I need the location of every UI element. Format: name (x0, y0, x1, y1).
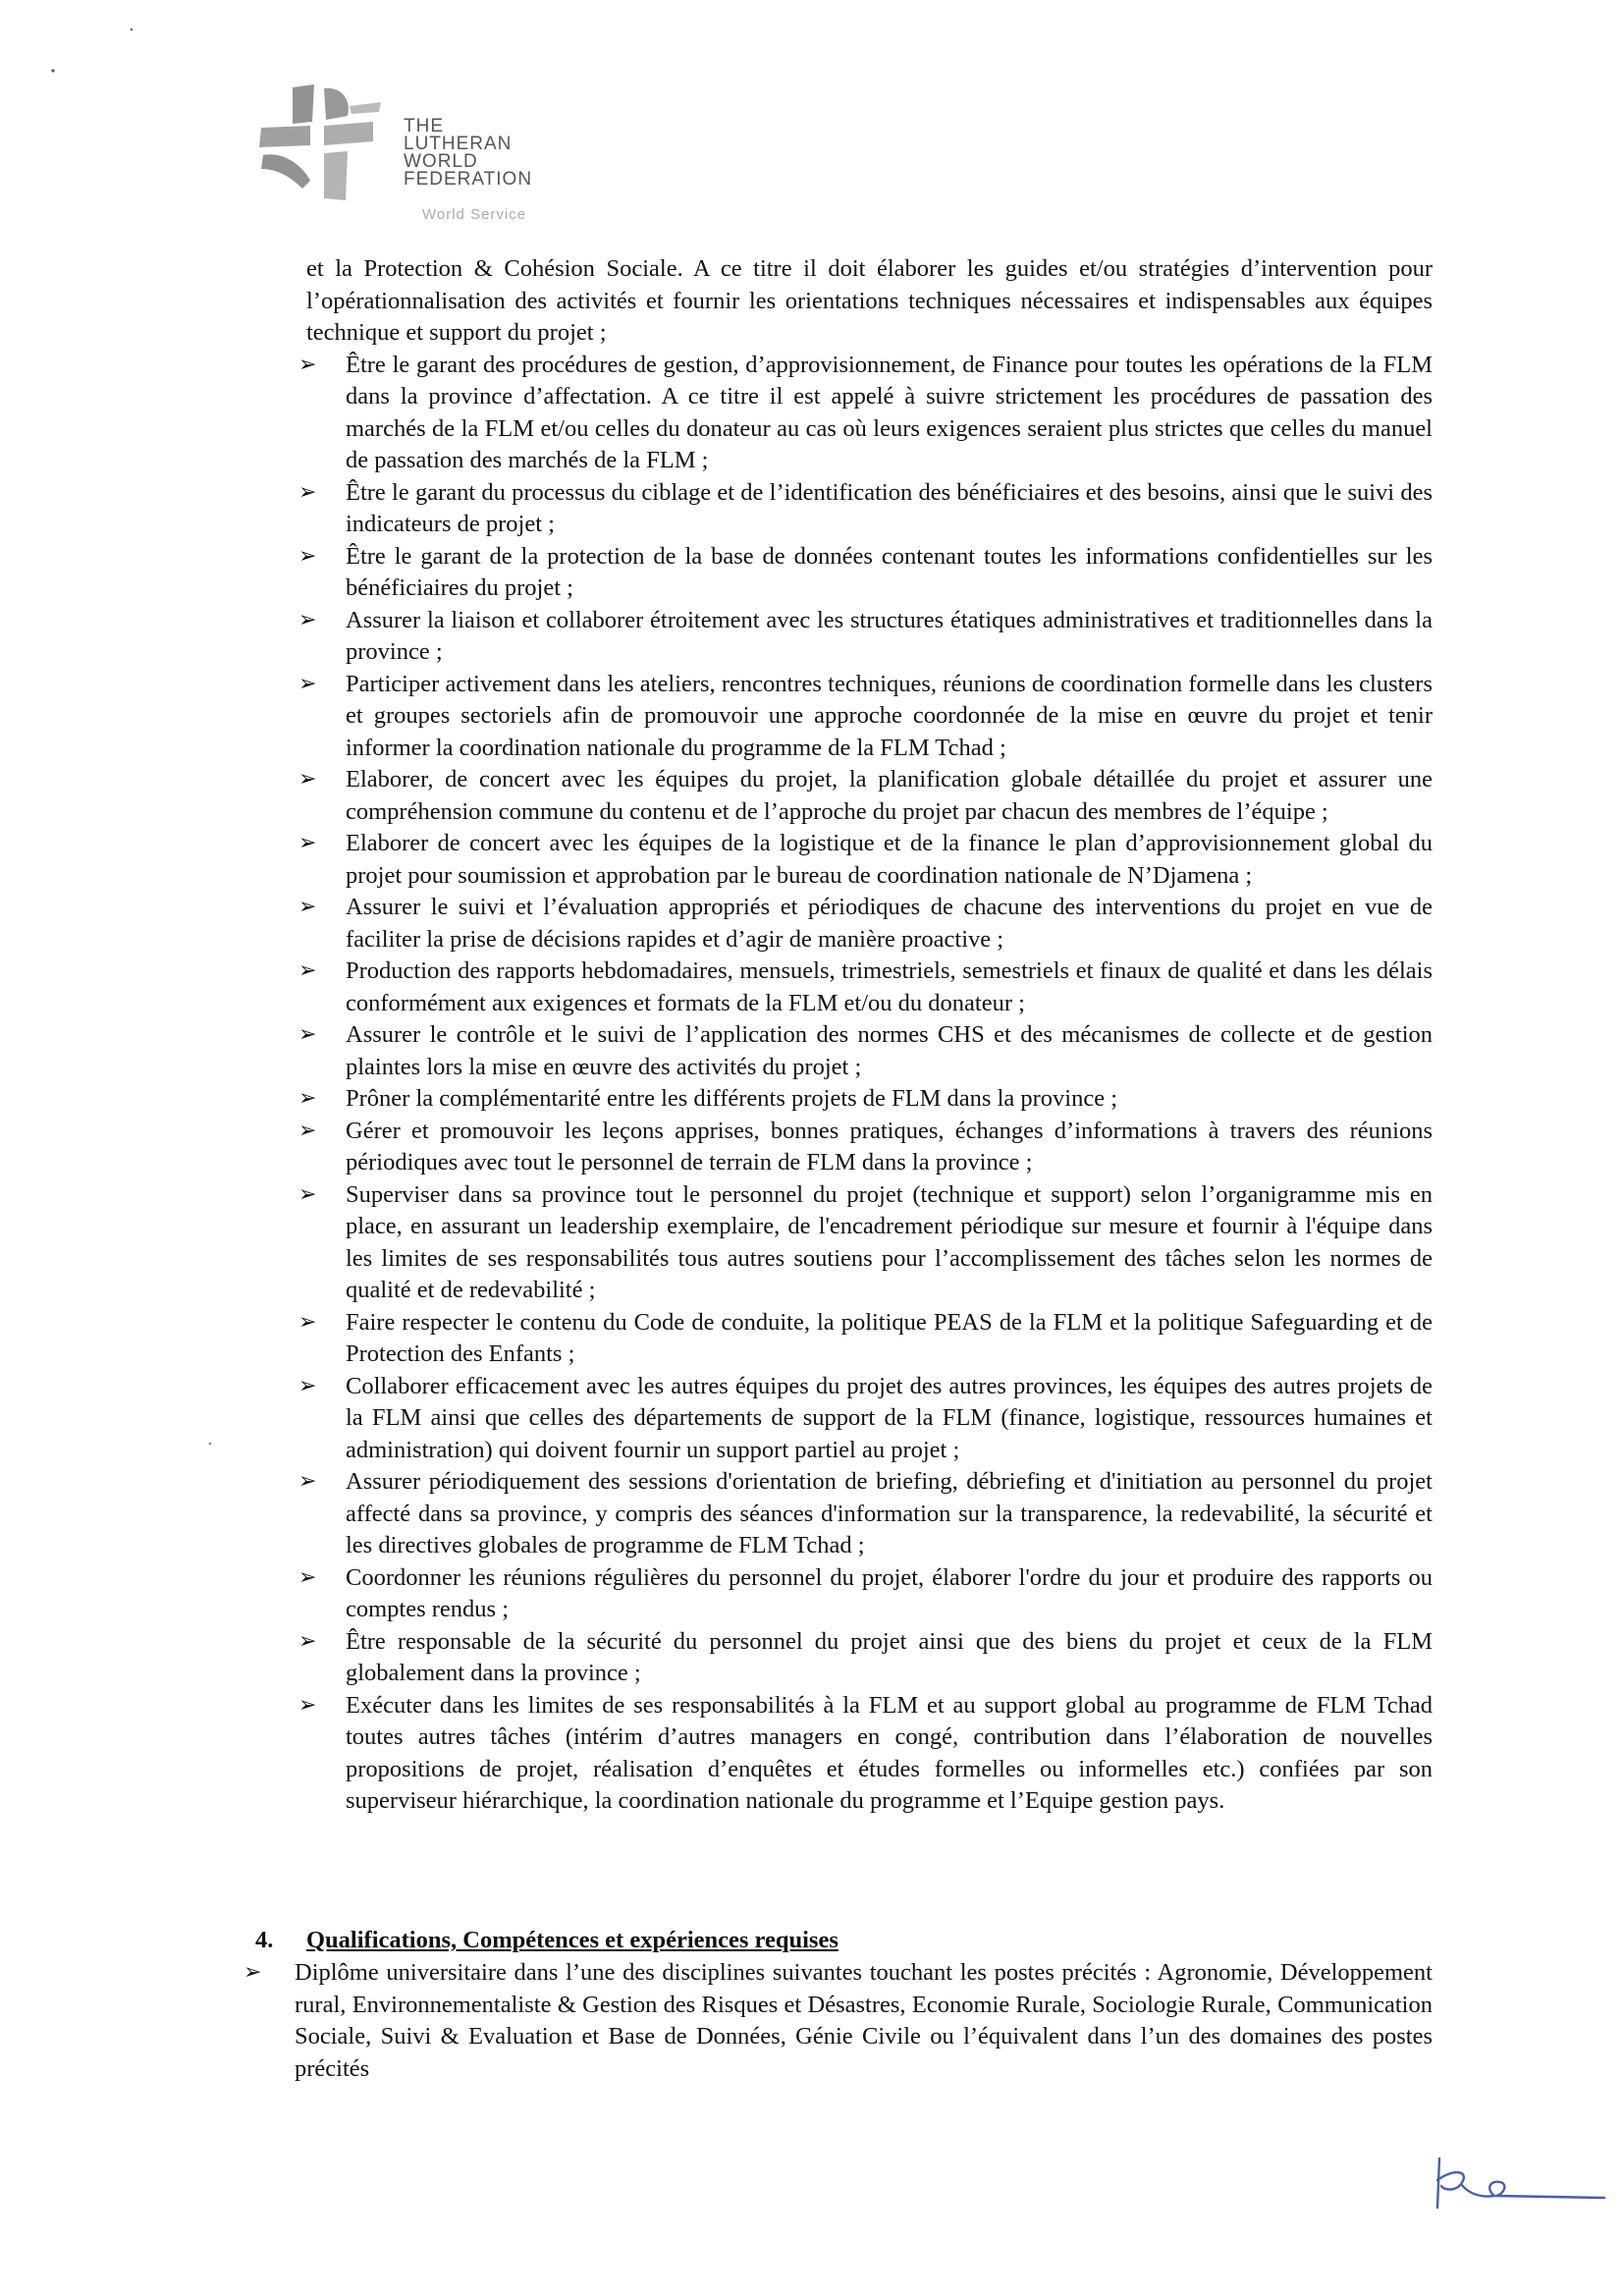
lwf-logo (253, 82, 568, 240)
list-item: ➢ Elaborer de concert avec les équipes de la logistique et de la finance le plan d’approvisionnement global du projet pour soumission et approbation par le bureau de coordination nationale de N’Djamena ; (306, 828, 1433, 892)
logo-line: THE (404, 116, 444, 137)
list-item: ➢ Exécuter dans les limites de ses responsabilités à la FLM et au support global au programme de FLM Tchad toutes autres tâches (intérim d’autres managers en congé, contribution dans l’élaboration de nouvelles propositions de projet, réalisation d’enquêtes et études formelles ou informelles etc.) confiées par son superviseur hiérarchique, la coordination nationale du programme et l’Equipe gestion pays. (306, 1690, 1433, 1818)
list-item: ➢ Assurer la liaison et collaborer étroitement avec les structures étatiques administratives et traditionnelles dans la province ; (306, 605, 1433, 669)
list-item: ➢ Assurer le suivi et l’évaluation appropriés et périodiques de chacune des interventions du projet en vue de faciliter la prise de décisions rapides et d’agir de manière proactive ; (306, 892, 1433, 956)
logo-line: WORLD (404, 151, 478, 172)
qualification-item: Diplôme universitaire dans l’une des disciplines suivantes touchant les postes précités : Agronomie, Développement rural, Environnementaliste & Gestion des Risques et Désastres, Economie Rurale, Sociologie Rurale, Communication Sociale, Suivi & Evaluation et Base de Données, Génie Civile ou l’équivalent dans l’un des domaines des postes précités (295, 1959, 1433, 2082)
list-item: ➢ Elaborer, de concert avec les équipes du projet, la planification globale détaillée du projet et assurer une compréhension commune du contenu et de l’approche du projet par chacun des membres de l’équipe ; (306, 764, 1433, 828)
list-item: ➢ Coordonner les réunions régulières du personnel du projet, élaborer l'ordre du jour et produire des rapports ou comptes rendus ; (306, 1562, 1433, 1626)
list-item: ➢ Être le garant du processus du ciblage et de l’identification des bénéficiaires et des besoins, ainsi que le suivi des indicateurs de projet ; (306, 477, 1433, 541)
list-item: ➢ Assurer le contrôle et le suivi de l’application des normes CHS et des mécanismes de collecte et de gestion plaintes lors la mise en œuvre des activités du projet ; (306, 1019, 1433, 1083)
responsibilities-list (306, 350, 1433, 1818)
list-item: ➢ Participer activement dans les ateliers, rencontres techniques, réunions de coordination formelle dans les clusters et groupes sectoriels afin de promouvoir une approche coordonnée de la mise en œuvre du projet et tenir informer la coordination nationale du programme de la FLM Tchad ; (306, 669, 1433, 765)
list-item: ➢ Collaborer efficacement avec les autres équipes du projet des autres provinces, les équipes des autres projets de la FLM ainsi que celles des départements de support de la FLM (finance, logistique, ressources humaines et administration) qui doivent fournir un support partiel au projet ; (306, 1371, 1433, 1467)
signature-initials (1432, 2151, 1608, 2219)
logo-line: FEDERATION (404, 169, 533, 190)
section-heading (255, 1927, 839, 1954)
arrow-bullet-icon: ➢ (243, 1960, 262, 1985)
section-number: 4. (255, 1927, 274, 1953)
list-item: ➢ Production des rapports hebdomadaires, mensuels, trimestriels, semestriels et finaux de qualité et dans les délais conformément aux exigences et formats de la FLM et/ou du donateur ; (306, 956, 1433, 1019)
list-item: ➢ Gérer et promouvoir les leçons apprises, bonnes pratiques, échanges d’informations à travers des réunions périodiques avec tout le personnel de terrain de FLM dans la province ; (306, 1116, 1433, 1179)
list-item: ➢ Être le garant des procédures de gestion, d’approvisionnement, de Finance pour toutes les opérations de la FLM dans la province d’affectation. A ce titre il est appelé à suivre strictement les procédures de passation des marchés de la FLM et/ou celles du donateur au cas où leurs exigences seraient plus strictes que celles du manuel de passation des marchés de la FLM ; (306, 350, 1433, 477)
lwf-hands-cross-icon (253, 82, 401, 210)
logo-line: LUTHERAN (404, 134, 513, 154)
list-item: ➢ Assurer périodiquement des sessions d'orientation de briefing, débriefing et d'initiation au personnel du projet affecté dans sa province, y compris des séances d'information sur la transparence, la redevabilité, la sécurité et les directives globales de programme de FLM Tchad ; (306, 1466, 1433, 1562)
list-item: ➢ Être le garant de la protection de la base de données contenant toutes les informations confidentielles sur les bénéficiaires du projet ; (306, 541, 1433, 605)
document-body (306, 253, 1433, 1818)
list-item: ➢ Superviser dans sa province tout le personnel du projet (technique et support) selon l’organigramme mis en place, en assurant un leadership exemplaire, de l'encadrement périodique sur mesure et fournir à l'équipe dans les limites de ses responsabilités tous autres soutiens pour l’accomplissement des tâches selon les normes de qualité et de redevabilité ; (306, 1179, 1433, 1307)
intro-paragraph: et la Protection & Cohésion Sociale. A ce titre il doit élaborer les guides et/ou stratégies d’intervention pour l’opérationnalisation des activités et fournir les orientations techniques nécessaires et indispensables aux équipes technique et support du projet ; (306, 255, 1433, 346)
list-item: ➢ Être responsable de la sécurité du personnel du projet ainsi que des biens du projet et ceux de la FLM globalement dans la province ; (306, 1626, 1433, 1690)
logo-subtitle: World Service (422, 206, 527, 223)
list-item: ➢ Prôner la complémentarité entre les différents projets de FLM dans la province ; (306, 1083, 1433, 1116)
section-title: Qualifications, Compétences et expériences requises (306, 1927, 839, 1953)
list-item: ➢ Faire respecter le contenu du Code de conduite, la politique PEAS de la FLM et la politique Safeguarding et de Protection des Enfants ; (306, 1307, 1433, 1371)
logo-text (404, 118, 532, 189)
scan-artifacts (0, 0, 216, 1473)
